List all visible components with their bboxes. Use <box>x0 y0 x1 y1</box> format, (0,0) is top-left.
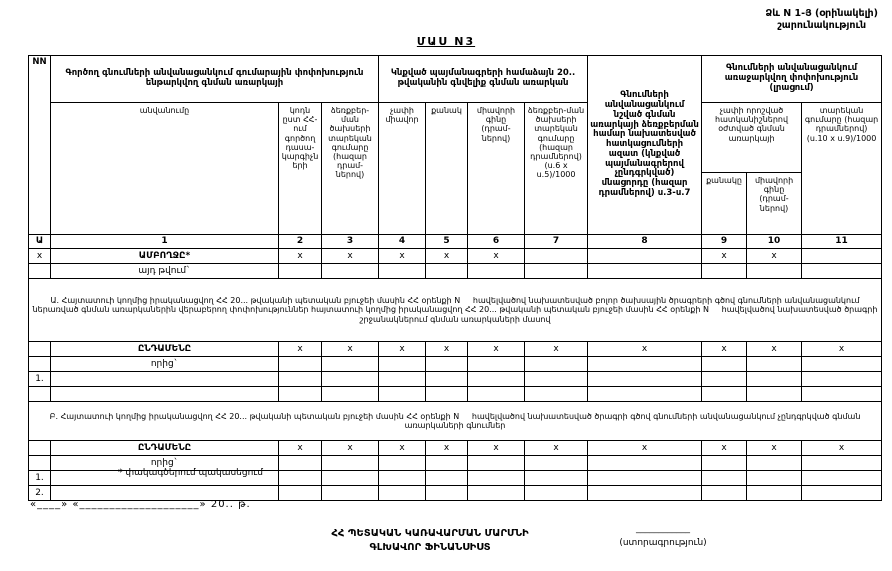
blank-cell <box>525 471 588 486</box>
blank-cell <box>525 486 588 501</box>
col-header-unit-price: միավորի գինը (դրամ-ներով) <box>468 103 525 235</box>
col-header-nn: NN <box>29 56 51 235</box>
header-row-groups <box>29 56 882 103</box>
value-cell: x <box>747 441 802 456</box>
column-number-row <box>29 235 882 249</box>
row-a-item-1 <box>29 372 882 387</box>
col-num: 7 <box>525 235 588 249</box>
organization-line1: ՀՀ ՊԵՏԱԿԱՆ ԿԱՌԱՎԱՐՄԱՆ ՄԱՐՄՆԻ <box>331 528 529 539</box>
blank-cell <box>379 486 426 501</box>
blank-cell <box>426 486 468 501</box>
blank-cell <box>468 456 525 471</box>
value-cell: x <box>802 441 882 456</box>
blank-cell <box>426 372 468 387</box>
value-cell: x <box>379 342 426 357</box>
blank-cell <box>525 357 588 372</box>
blank-cell <box>747 387 802 402</box>
blank-cell <box>747 372 802 387</box>
row-number-cell: 1. <box>29 372 51 387</box>
blank-cell <box>426 264 468 279</box>
value-cell: x <box>468 342 525 357</box>
blank-cell <box>702 357 747 372</box>
value-cell: x <box>379 441 426 456</box>
blank-cell <box>322 471 379 486</box>
value-cell: x <box>379 249 426 264</box>
page-title: ՄԱՍ N3 <box>416 35 476 48</box>
col-num: 4 <box>379 235 426 249</box>
value-cell: x <box>588 441 702 456</box>
blank-cell <box>468 357 525 372</box>
blank-cell <box>588 456 702 471</box>
item-name-cell: ԱՄԲՈՂՋԸ* <box>51 249 279 264</box>
organization-line2: ԳԼԽԱՎՈՐ ՖԻՆԱՆՍԻՍՏ <box>369 541 491 553</box>
blank-cell <box>588 486 702 501</box>
row-a-total <box>29 342 882 357</box>
form-continuation: շարունակություն <box>777 20 867 32</box>
blank-cell <box>379 456 426 471</box>
row-grand-total <box>29 249 882 264</box>
blank-cell <box>702 264 747 279</box>
value-cell: x <box>279 249 322 264</box>
value-cell: x <box>426 342 468 357</box>
col-header-free-balance: Գնումների անվանացանկում նշված գնման առարկայի ձեռքբերման համար նախատեսված հատկացումների ազատ (կնքված պայմանագրերով չընդգրկված) մնացորդը (հազար դրամներով) ս.3-ս.7 <box>588 56 702 235</box>
blank-cell <box>802 264 882 279</box>
blank-cell <box>802 357 882 372</box>
blank-cell <box>747 456 802 471</box>
value-cell: x <box>747 342 802 357</box>
row-number-cell <box>29 264 51 279</box>
blank-cell <box>747 486 802 501</box>
col-header-unit: չափի միավոր <box>379 103 426 235</box>
col-header-proposed-item: չափի որոշված հատկանիշներով օժտված գնման առարկայի <box>702 103 802 173</box>
blank-cell <box>279 372 322 387</box>
value-cell: x <box>322 342 379 357</box>
row-b-total <box>29 441 882 456</box>
value-cell: x <box>279 441 322 456</box>
blank-cell <box>279 486 322 501</box>
row-number-cell: 2. <box>29 486 51 501</box>
col-num: 6 <box>468 235 525 249</box>
blank-cell <box>322 264 379 279</box>
value-cell: x <box>426 441 468 456</box>
blank-cell <box>279 357 322 372</box>
value-cell: x <box>322 249 379 264</box>
value-cell: x <box>588 342 702 357</box>
blank-cell <box>702 387 747 402</box>
value-cell <box>525 249 588 264</box>
blank-cell <box>379 357 426 372</box>
item-name-cell <box>51 372 279 387</box>
blank-cell <box>588 387 702 402</box>
row-number-cell <box>29 357 51 372</box>
row-number-cell <box>29 456 51 471</box>
blank-cell <box>279 264 322 279</box>
signature-label: (ստորագրություն) <box>619 537 707 548</box>
footnote: * փակագծերում պակասեցում <box>118 468 263 478</box>
blank-cell <box>702 456 747 471</box>
blank-cell <box>802 486 882 501</box>
value-cell: x <box>525 342 588 357</box>
blank-cell <box>588 471 702 486</box>
row-section-a <box>29 279 882 342</box>
blank-cell <box>322 357 379 372</box>
col-header-code: կոդն ըստ ՀՀ-ում գործող դասա-կարգիչների <box>279 103 322 235</box>
group-header-existing-item: Գործող գնումների անվանացանկում գումարային փոփոխություն ենթարկվող գնման առարկայի <box>51 56 379 103</box>
form-reference <box>765 8 878 33</box>
row-including <box>29 264 882 279</box>
col-header-unit-price-proposed: միավորի գինը (դրամ-ներով) <box>747 173 802 235</box>
col-num: 11 <box>802 235 882 249</box>
value-cell: x <box>468 441 525 456</box>
section-b-text: Բ. Հայտատուի կողմից իրականացվող ՀՀ 20... թվականի պետական բյուջեի մասին ՀՀ օրենքի N հավելվածով նախատեսված ծրագրի գծով գնումների անվանացանկում չընդգրկված գնման առարկաների գնումներ <box>29 402 882 441</box>
col-num: 9 <box>702 235 747 249</box>
row-number-cell <box>29 441 51 456</box>
col-num: 10 <box>747 235 802 249</box>
row-number-cell <box>29 387 51 402</box>
blank-cell <box>802 456 882 471</box>
group-header-contracted: Կնքված պայմանագրերի համաձայն 20.. թվականին գնվելիք գնման առարկան <box>379 56 588 103</box>
blank-cell <box>702 471 747 486</box>
value-cell: x <box>802 342 882 357</box>
main-table <box>28 55 882 501</box>
value-cell: x <box>702 249 747 264</box>
blank-cell <box>702 486 747 501</box>
of-which-label-cell: որից` <box>51 456 279 471</box>
blank-cell <box>525 264 588 279</box>
blank-cell <box>379 264 426 279</box>
header-row-sub <box>29 103 882 173</box>
blank-cell <box>279 456 322 471</box>
blank-cell <box>468 264 525 279</box>
blank-cell <box>802 471 882 486</box>
col-num: 8 <box>588 235 702 249</box>
blank-cell <box>588 357 702 372</box>
col-header-name: անվանումը <box>51 103 279 235</box>
col-num: 5 <box>426 235 468 249</box>
blank-cell <box>426 357 468 372</box>
signature-block <box>596 523 730 550</box>
blank-cell <box>426 387 468 402</box>
col-num: 2 <box>279 235 322 249</box>
row-number-cell: 1. <box>29 471 51 486</box>
blank-cell <box>426 456 468 471</box>
blank-cell <box>525 387 588 402</box>
blank-cell <box>468 471 525 486</box>
value-cell: x <box>468 249 525 264</box>
col-header-annual-amount: ձեռքբեր-ման ծախսերի տարեկան գումարը (հազար դրամ-ներով) <box>322 103 379 235</box>
blank-cell <box>468 387 525 402</box>
row-a-item-2 <box>29 387 882 402</box>
blank-cell <box>802 372 882 387</box>
blank-cell <box>747 471 802 486</box>
blank-cell <box>747 264 802 279</box>
blank-cell <box>468 486 525 501</box>
value-cell: x <box>702 342 747 357</box>
blank-cell <box>279 471 322 486</box>
col-header-annual-amount-contracted: ձեռքբեր-ման ծախսերի տարեկան գումարը (հազար դրամներով) (ս.6 x ս.5)/1000 <box>525 103 588 235</box>
col-header-annual-amount-proposed: տարեկան գումարը (հազար դրամներով) (ս.10 x ս.9)/1000 <box>802 103 882 235</box>
blank-cell <box>279 387 322 402</box>
including-label-cell: այդ թվում` <box>51 264 279 279</box>
col-num: 1 <box>51 235 279 249</box>
blank-cell <box>468 372 525 387</box>
blank-cell <box>802 387 882 402</box>
row-number-cell: x <box>29 249 51 264</box>
section-a-text: Ա. Հայտատուի կողմից իրականացվող ՀՀ 20... թվականի պետական բյուջեի մասին ՀՀ օրենքի N հավելվածով նախատեսված բոլոր ծախսային ծրագրերի գծով գնումների անվանացանկում ներառված գնման առարկաներին վերաբերող փոփոխություններ հայտատուի կողմից իրականացվող ՀՀ 20... թվականի պետական բյուջեի մասին ՀՀ օրենքի N հավելվածով նախատեսված ծրագրի շրջանակներում գնման առարկաների մասով <box>29 279 882 342</box>
blank-cell <box>702 372 747 387</box>
blank-cell <box>525 456 588 471</box>
blank-cell <box>379 471 426 486</box>
blank-cell <box>322 456 379 471</box>
col-num: 3 <box>322 235 379 249</box>
blank-cell <box>588 372 702 387</box>
value-cell <box>588 249 702 264</box>
blank-cell <box>379 387 426 402</box>
blank-cell <box>322 387 379 402</box>
value-cell: x <box>702 441 747 456</box>
value-cell: x <box>322 441 379 456</box>
row-a-of-which <box>29 357 882 372</box>
value-cell: x <box>426 249 468 264</box>
row-number-cell <box>29 342 51 357</box>
signature-line: ____________ <box>636 524 690 534</box>
form-number: Ձև N 1-Յ (օրինակելի) <box>765 8 878 19</box>
blank-cell <box>322 486 379 501</box>
blank-cell <box>322 372 379 387</box>
col-num: Ա <box>29 235 51 249</box>
value-cell: x <box>747 249 802 264</box>
value-cell: x <box>279 342 322 357</box>
blank-cell <box>525 372 588 387</box>
blank-cell <box>379 372 426 387</box>
group-header-proposed-change: Գնումների անվանացանկում առաջարկվող փոփոխություն (լրացում) <box>702 56 882 103</box>
col-header-quantity: քանակ <box>426 103 468 235</box>
of-which-label-cell: որից` <box>51 357 279 372</box>
date-line: «____» «____________________» 20.. թ. <box>30 499 251 510</box>
organization-block <box>300 527 560 554</box>
item-name-cell: ԸՆԴԱՄԵՆԸ <box>51 342 279 357</box>
blank-cell <box>747 357 802 372</box>
item-name-cell <box>51 387 279 402</box>
value-cell <box>802 249 882 264</box>
item-name-cell: ԸՆԴԱՄԵՆԸ <box>51 441 279 456</box>
row-section-b <box>29 402 882 441</box>
col-header-quantity-proposed: քանակը <box>702 173 747 235</box>
value-cell: x <box>525 441 588 456</box>
blank-cell <box>426 471 468 486</box>
blank-cell <box>588 264 702 279</box>
